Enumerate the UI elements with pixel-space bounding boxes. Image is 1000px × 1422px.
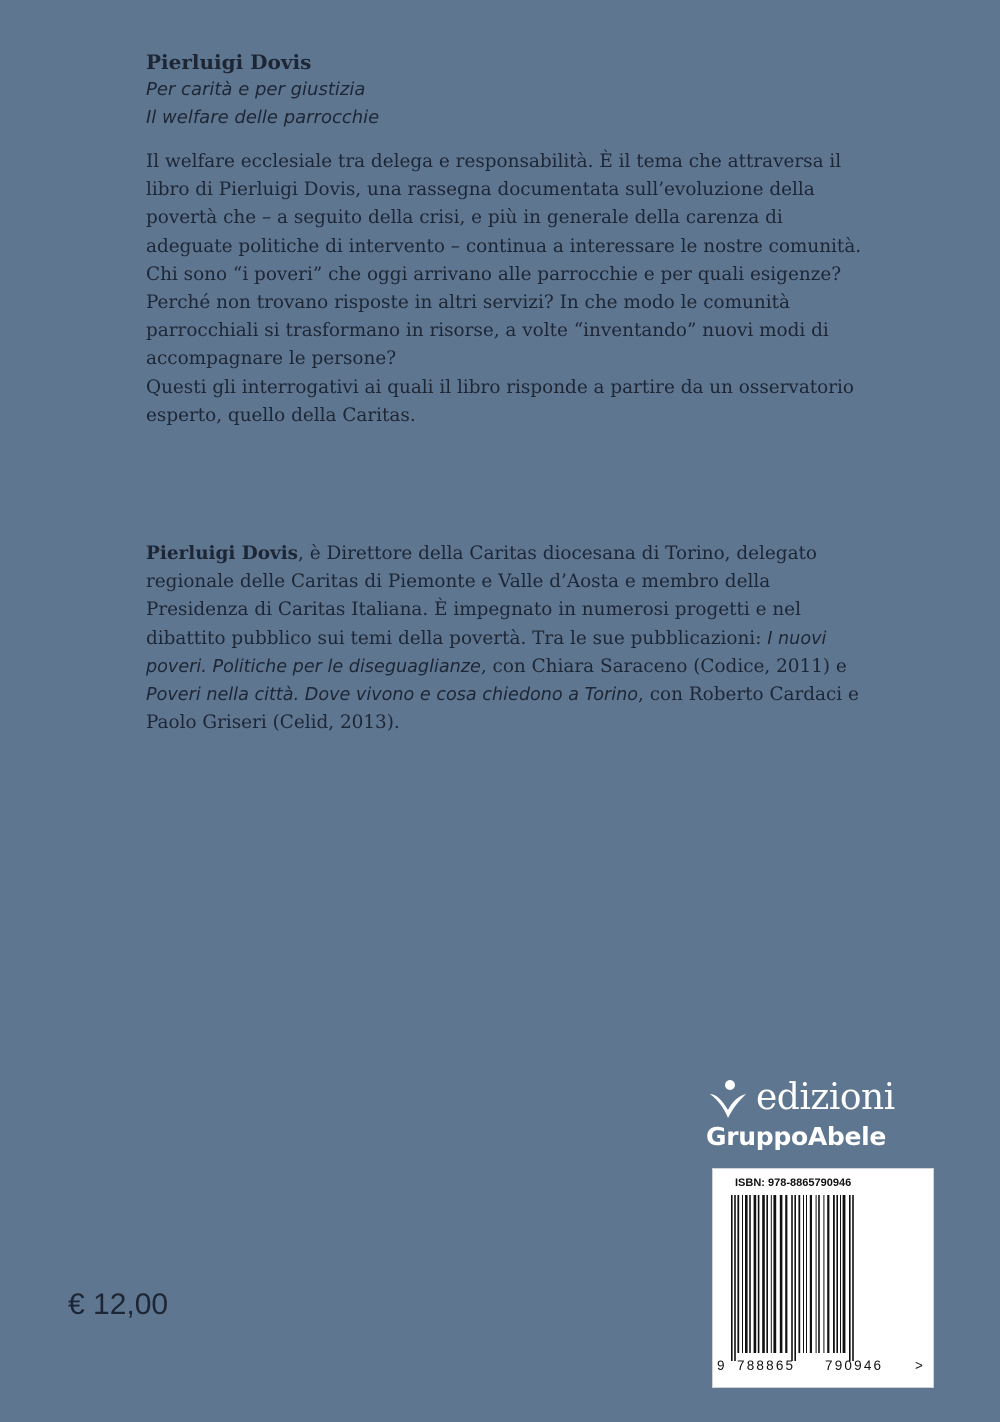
book-title: Per carità e per giustizia <box>146 79 366 100</box>
bio-author-name: Pierluigi Dovis <box>146 543 299 564</box>
gruppo-abele-logo-icon <box>706 1076 750 1120</box>
barcode-bar <box>827 1195 829 1353</box>
barcode-bar <box>766 1195 768 1353</box>
barcode-end-marker: > <box>915 1358 926 1373</box>
description-paragraph-2: Chi sono “i poveri” che oggi arrivano alle parrocchie e per quali esigenze? Perché non trovano risposte in altri servizi? In che modo le comunità parrocchiali si trasformano in risorse, a volte “inventando” nuovi modi di accompagnare le persone? <box>146 263 842 370</box>
barcode-digits-left: 788865 <box>737 1358 796 1373</box>
barcode-bar <box>818 1195 820 1353</box>
barcode-bar <box>771 1195 772 1353</box>
barcode-bar <box>791 1195 793 1361</box>
bio-book-title-2: Poveri nella città. Dove vivono e cosa chiedono a Torino <box>146 685 639 706</box>
barcode-bar <box>852 1195 854 1361</box>
barcode-bar <box>816 1195 817 1353</box>
publisher-block <box>706 1076 936 1151</box>
barcode-bar <box>836 1195 838 1353</box>
barcode-bar <box>823 1195 824 1353</box>
barcode-bar <box>754 1195 757 1353</box>
barcode-bar <box>742 1195 743 1353</box>
barcode-digit-first: 9 <box>717 1358 727 1373</box>
bio-text-3: , con Roberto Cardaci e Paolo Griseri (Celid, 2013). <box>146 684 859 734</box>
description-paragraph-1: Il welfare ecclesiale tra delega e responsabilità. È il tema che attraversa il libro di Pierluigi Dovis, una rassegna documentata sull’evoluzione della povertà che – a seguito della crisi, e più in generale della carenza di adeguate politiche di intervento – continua a interessare le nostre comunità. <box>146 151 862 257</box>
barcode-bar <box>833 1195 835 1353</box>
isbn-label: ISBN: 978-8865790946 <box>735 1177 852 1189</box>
bio-text-2: , con Chiara Saraceno (Codice, 2011) e <box>480 655 847 677</box>
publisher-name: edizioni <box>756 1077 895 1118</box>
description-paragraph-3: Questi gli interrogativi ai quali il libro risponde a partire da un osservatorio esperto, quello della Caritas. <box>146 376 854 426</box>
barcode-bar <box>737 1195 739 1353</box>
barcode-bar <box>745 1195 748 1353</box>
bio-book-title-1: I nuovi poveri. Politiche per le diseguaglianze <box>146 628 827 677</box>
barcode-digits-right: 790946 <box>825 1358 884 1373</box>
author-name: Pierluigi Dovis <box>146 50 312 74</box>
isbn-barcode <box>712 1168 934 1388</box>
barcode-bar <box>731 1195 733 1361</box>
barcode-bar <box>762 1195 765 1353</box>
price-label: € 12,00 <box>68 1288 169 1321</box>
bio-text-1: , è Direttore della Caritas diocesana di Torino, delegato regionale delle Caritas di Piemonte e Valle d’Aosta e membro della Presidenza di Caritas Italiana. È impegnato in numerosi progetti e nel dibattito pubblico sui temi della povertà. Tra le sue pubblicazioni: <box>146 543 817 649</box>
barcode-bar <box>780 1195 783 1353</box>
barcode-bar <box>749 1195 751 1353</box>
barcode-bar <box>803 1195 804 1353</box>
barcode-bar <box>843 1195 846 1353</box>
barcode-bars <box>713 1169 933 1387</box>
publisher-group: GruppoAbele <box>706 1122 887 1151</box>
barcode-bar <box>758 1195 760 1353</box>
book-header <box>146 48 379 132</box>
barcode-bar <box>840 1195 841 1353</box>
barcode-bar <box>798 1195 800 1353</box>
barcode-bar <box>785 1195 787 1353</box>
barcode-bar <box>794 1195 796 1361</box>
book-subtitle: Il welfare delle parrocchie <box>146 107 380 128</box>
author-biography <box>146 540 866 737</box>
barcode-bar <box>849 1195 851 1361</box>
barcode-bar <box>773 1195 776 1353</box>
barcode-bar <box>806 1195 807 1353</box>
barcode-bar <box>734 1195 736 1361</box>
book-description <box>146 148 866 430</box>
barcode-bar <box>810 1195 812 1353</box>
